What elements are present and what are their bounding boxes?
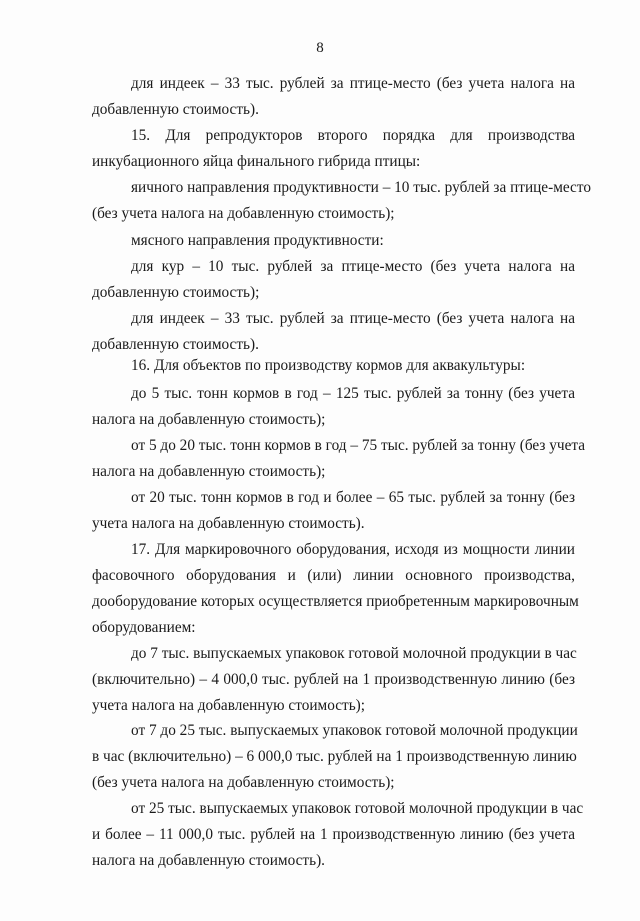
text-line: (без учета налога на добавленную стоимость); [92,205,395,222]
text-line: 15. Для репродукторов второго порядка для производства [131,127,575,144]
text-line: мясного направления продуктивности: [131,232,384,249]
text-line: до 5 тыс. тонн кормов в год – 125 тыс. рублей за тонну (без учета [131,385,575,402]
text-line: учета налога на добавленную стоимость). [92,515,365,532]
text-line: в час (включительно) – 6 000,0 тыс. рублей на 1 производственную линию [92,748,577,765]
text-line: налога на добавленную стоимость). [92,852,325,869]
page-number: 8 [316,40,324,56]
text-line: налога на добавленную стоимость); [92,463,326,480]
text-line: учета налога на добавленную стоимость); [92,697,366,714]
text-line: фасовочного оборудования и (или) линии основного производства, [92,567,575,584]
text-line: инкубационного яйца финального гибрида птицы: [92,153,421,170]
text-line: (без учета налога на добавленную стоимость); [92,774,395,791]
text-line: от 7 до 25 тыс. выпускаемых упаковок готовой молочной продукции [131,722,578,739]
text-line: от 20 тыс. тонн кормов в год и более – 65 тыс. рублей за тонну (без [131,489,575,506]
text-line: и более – 11 000,0 тыс. рублей на 1 производственную линию (без учета [92,826,575,843]
text-line: добавленную стоимость); [92,284,260,301]
text-line: для кур – 10 тыс. рублей за птице-место (без учета налога на [131,258,575,275]
text-line: от 25 тыс. выпускаемых упаковок готовой молочной продукции в час [131,800,584,817]
text-line: добавленную стоимость). [92,101,259,118]
text-line: яичного направления продуктивности – 10 тыс. рублей за птице-место [131,179,591,196]
text-line: (включительно) – 4 000,0 тыс. рублей на 1 производственную линию (без [92,671,575,688]
text-line: 16. Для объектов по производству кормов для аквакультуры: [131,357,526,374]
text-line: для индеек – 33 тыс. рублей за птице-место (без учета налога на [131,75,575,92]
text-line: налога на добавленную стоимость); [92,411,326,428]
text-line: оборудованием: [92,619,196,636]
text-line: дооборудование которых осуществляется приобретенным маркировочным [92,593,579,610]
text-line: от 5 до 20 тыс. тонн кормов в год – 75 тыс. рублей за тонну (без учета [131,437,586,454]
text-line: до 7 тыс. выпускаемых упаковок готовой молочной продукции в час [131,645,577,662]
text-line: для индеек – 33 тыс. рублей за птице-место (без учета налога на [131,310,575,327]
text-line: 17. Для маркировочного оборудования, исходя из мощности линии [131,541,575,558]
text-line: добавленную стоимость). [92,336,259,353]
